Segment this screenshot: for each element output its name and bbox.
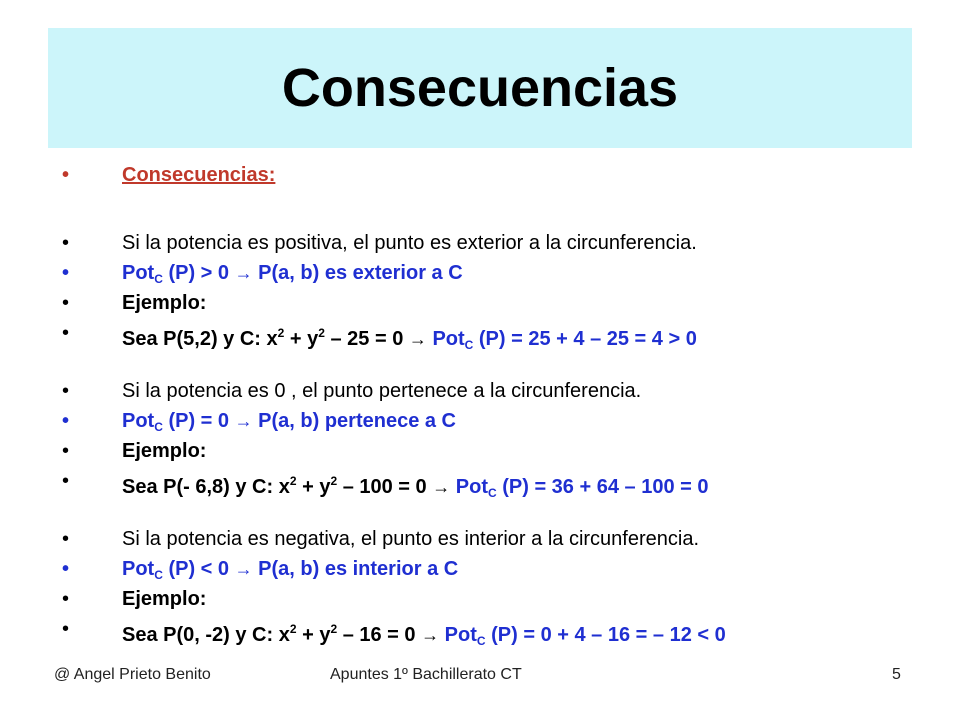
example-line [62,614,942,648]
example-label: Ejemplo: [122,440,207,462]
footer-author: @ Angel Prieto Benito [54,666,211,683]
bullet: • [62,618,70,640]
spacer [62,496,942,524]
footer-course: Apuntes 1º Bachillerato CT [330,666,522,683]
bullet: • [62,410,70,432]
statement-line [62,376,942,406]
bullet: • [62,380,70,402]
bullet: • [62,292,70,314]
rule-text: Pot$_C$ (P) > 0 → P(a, b) es exterior a C [122,258,463,294]
bullet: • [62,470,70,492]
example-label: Ejemplo: [122,292,207,314]
spacer [62,200,942,228]
bullet: • [62,322,70,344]
bullet: • [62,558,70,580]
bullet: • [62,440,70,462]
right-arrow-icon: → [421,625,440,645]
footer-page-number: 5 [892,666,901,683]
example-label-line [62,436,942,466]
example-line [62,318,942,352]
right-arrow-icon: → [234,559,253,579]
statement-text: Si la potencia es positiva, el punto es exterior a la circunferencia. [122,232,697,254]
example-line [62,466,942,500]
right-arrow-icon: → [234,411,253,431]
bullet: • [62,232,70,254]
rule-text: Pot$_C$ (P) < 0 → P(a, b) es interior a C [122,554,458,590]
example-text: Sea P(5,2) y C: $x^2 + y^2 - 25 = 0 \to Pot_C$ (P) = 25 + 4 – 25 = 4 > 0 [122,326,697,352]
bullet: • [62,588,70,610]
statement-text: Si la potencia es 0 , el punto pertenece a la circunferencia. [122,380,642,402]
example-text: Sea P(0, -2) y C: $x^2 + y^2 - 16 = 0 \to Pot_C$ (P) = 0 + 4 – 16 = – 12 < 0 [122,622,726,648]
section-heading: Consecuencias: [122,164,276,186]
example-label-line [62,288,942,318]
title-banner [48,28,912,148]
rule-text: Pot$_C$ (P) = 0 → P(a, b) pertenece a C [122,406,456,442]
example-text: Sea P(- 6,8) y C: $x^2 + y^2 - 100 = 0 \to Pot_C$ (P) = 36 + 64 – 100 = 0 [122,474,709,500]
rule-line [62,258,942,288]
slide-title: Consecuencias [281,58,679,118]
statement-line [62,228,942,258]
rule-line [62,554,942,584]
right-arrow-icon: → [234,263,253,283]
bullet: • [62,164,70,186]
example-label: Ejemplo: [122,588,207,610]
slide-content [62,160,942,648]
heading-line [62,160,942,200]
bullet: • [62,528,70,550]
statement-line [62,524,942,554]
right-arrow-icon: → [432,477,451,497]
right-arrow-icon: → [408,329,427,349]
spacer [62,348,942,376]
statement-text: Si la potencia es negativa, el punto es interior a la circunferencia. [122,528,700,550]
example-label-line [62,584,942,614]
bullet: • [62,262,70,284]
rule-line [62,406,942,436]
